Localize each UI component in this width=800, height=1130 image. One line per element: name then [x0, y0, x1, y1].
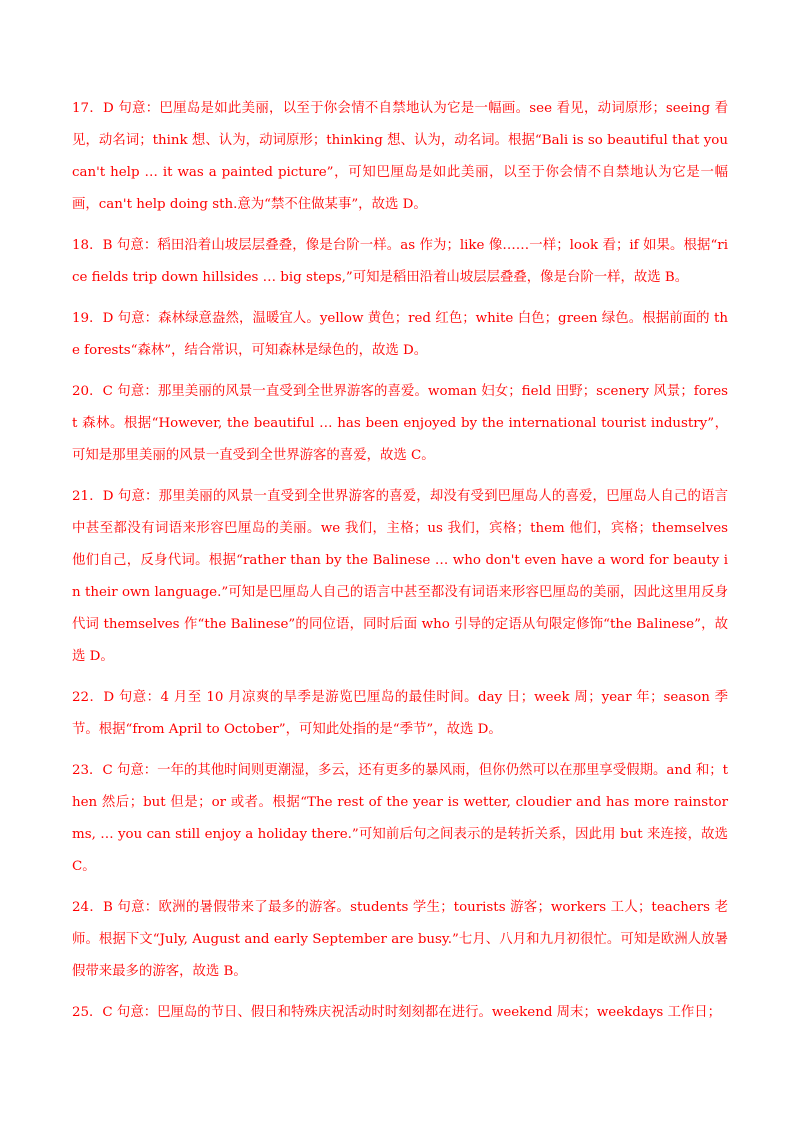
- answer-25-explanation: 25．C 句意：巴厘岛的节日、假日和特殊庆祝活动时时刻刻都在进行。weekend 周末；weekdays 工作日；: [72, 1005, 722, 1020]
- answer-24-explanation: 24．B 句意：欧洲的暑假带来了最多的游客。students 学生；tourists 游客；workers 工人；teachers 老师。根据下文“July, August and early September are busy.”七月、八月和九月初很忙。可知是欧洲人放暑假带来最多的游客，故选 B。: [72, 900, 728, 979]
- answer-23-explanation: 23．C 句意：一年的其他时间则更潮湿，多云，还有更多的暴风雨，但你仍然可以在那里享受假期。and 和；then 然后；but 但是；or 或者。根据“The rest of the year is wetter, cloudier and has more rainstorms, … you can still enjoy a holiday there.”可知前后句之间表示的是转折关系，因此用 but 来连接，故选 C。: [72, 763, 728, 874]
- answer-22-explanation: 22．D 句意：4 月至 10 月凉爽的旱季是游览巴厘岛的最佳时间。day 日；week 周；year 年；season 季节。根据“from April to October”，可知此处指的是“季节”，故选 D。: [72, 690, 728, 737]
- answer-explanations: [72, 93, 728, 1038]
- answer-18-explanation: 18．B 句意：稻田沿着山坡层层叠叠，像是台阶一样。as 作为；like 像……一样；look 看；if 如果。根据“rice fields trip down hillsides … big steps,”可知是稻田沿着山坡层层叠叠，像是台阶一样，故选 B。: [72, 238, 728, 285]
- answer-20-explanation: 20．C 句意：那里美丽的风景一直受到全世界游客的喜爱。woman 妇女；field 田野；scenery 风景；forest 森林。根据“However, the beautiful … has been enjoyed by the international tourist industry”，可知是那里美丽的风景一直受到全世界游客的喜爱，故选 C。: [72, 384, 728, 463]
- answer-19-explanation: 19．D 句意：森林绿意盎然，温暖宜人。yellow 黄色；red 红色；white 白色；green 绿色。根据前面的 the forests“森林”，结合常识，可知森林是绿色的，故选 D。: [72, 311, 728, 358]
- answer-17-explanation: 17．D 句意：巴厘岛是如此美丽，以至于你会情不自禁地认为它是一幅画。see 看见，动词原形；seeing 看见，动名词；think 想、认为，动词原形；thinking 想、认为，动名词。根据“Bali is so beautiful that you can't help … it was a painted picture”，可知巴厘岛是如此美丽，以至于你会情不自禁地认为它是一幅画，can't help doing sth.意为“禁不住做某事”，故选 D。: [72, 101, 728, 212]
- answer-21-explanation: 21．D 句意：那里美丽的风景一直受到全世界游客的喜爱，却没有受到巴厘岛人的喜爱，巴厘岛人自己的语言中甚至都没有词语来形容巴厘岛的美丽。we 我们，主格；us 我们，宾格；them 他们，宾格；themselves 他们自己，反身代词。根据“rather than by the Balinese … who don't even have a word for beauty in their own language.”可知是巴厘岛人自己的语言中甚至都没有词语来形容巴厘岛的美丽，因此这里用反身代词 themselves 作“the Balinese”的同位语，同时后面 who 引导的定语从句限定修饰“the Balinese”，故选 D。: [72, 489, 728, 664]
